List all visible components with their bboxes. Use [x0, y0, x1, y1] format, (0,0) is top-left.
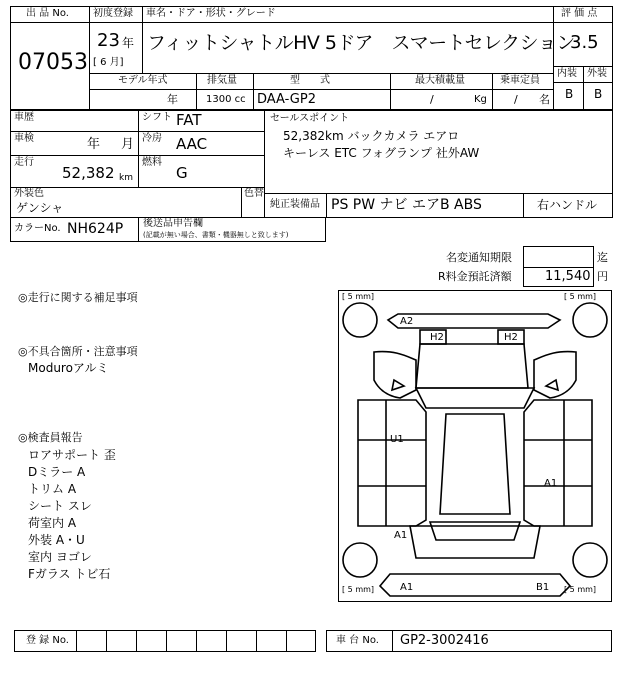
hood-icon — [416, 344, 528, 388]
damage-mark: U1 — [390, 434, 404, 445]
tire-fr-label: [ 5 mm] — [564, 292, 597, 301]
name-change-box — [523, 246, 594, 268]
load-label: 最大積載量 — [415, 75, 465, 86]
mileage-label: 走行 — [14, 157, 34, 168]
damage-mark: A2 — [400, 316, 414, 327]
capacity-slash: / — [514, 93, 518, 106]
mirror-right-icon — [546, 380, 558, 390]
driving-notes-label: ◎走行に関する補足事項 — [18, 291, 138, 304]
car-name: フィットシャトルHV 5ドア スマートセレクション — [147, 32, 575, 54]
inspection-year: 年 — [87, 137, 101, 152]
list-item: 室内 ヨゴレ — [28, 550, 92, 564]
mileage-value: 52,382 — [62, 164, 115, 182]
tire-rr-label: [ 5 mm] — [564, 585, 597, 594]
damage-mark: H2 — [504, 332, 518, 343]
tire-rl-label: [ 5 mm] — [342, 585, 375, 594]
first-reg-year-unit: 年 — [122, 36, 135, 50]
recycle-value: 11,540 — [545, 269, 591, 284]
displacement-label: 排気量 — [207, 75, 237, 86]
grade-label: 評 価 点 — [561, 8, 598, 19]
front-bumper-icon — [388, 314, 560, 328]
tire-rear-right-icon — [573, 543, 607, 577]
shift-label: シフト — [142, 112, 172, 123]
list-item: トリム A — [28, 482, 77, 496]
ac-label: 冷房 — [142, 133, 162, 144]
mirror-left-icon — [392, 380, 404, 390]
windshield-icon — [416, 388, 534, 408]
interior-label: 内装 — [557, 68, 577, 79]
exterior-grade: B — [594, 87, 603, 101]
lot-label: 出 品 No. — [26, 8, 69, 19]
shift-value: FAT — [176, 111, 202, 129]
color-no-label: カラーNo. — [14, 223, 61, 234]
front-fender-right-icon — [534, 352, 576, 398]
model-year-unit: 年 — [167, 93, 178, 106]
steering-value: 右ハンドル — [537, 198, 598, 212]
tire-rear-left-icon — [343, 543, 377, 577]
tire-fl-label: [ 5 mm] — [342, 292, 375, 301]
name-change-unit: 迄 — [597, 251, 608, 264]
displacement-value: 1300 cc — [206, 94, 246, 105]
fuel-value: G — [176, 164, 188, 182]
color-value: ゲンシャ — [16, 201, 64, 215]
capacity-unit: 名 — [539, 93, 550, 106]
name-change-label: 名変通知期限 — [446, 251, 512, 264]
damage-mark: A1 — [400, 582, 414, 593]
recycle-label: R料金預託済額 — [438, 270, 512, 283]
list-item: 外装 A・U — [28, 533, 85, 547]
capacity-label: 乗車定員 — [500, 75, 540, 86]
after-delivery-label: 後送品申告欄 — [143, 218, 203, 229]
body-right-icon — [524, 400, 592, 526]
ac-value: AAC — [176, 135, 208, 153]
body-left-icon — [358, 400, 426, 526]
recycle-unit: 円 — [597, 270, 608, 283]
model-year-label: モデル年式 — [118, 75, 168, 86]
roof-icon — [440, 414, 510, 514]
inspector-report-list — [28, 446, 228, 582]
first-reg-label: 初度登録 — [93, 8, 133, 19]
fuel-label: 燃料 — [142, 157, 162, 168]
list-item: Dミラー A — [28, 465, 86, 479]
damage-mark: A1 — [544, 478, 558, 489]
type-label: 型 式 — [290, 75, 330, 86]
type-value: DAA-GP2 — [257, 92, 316, 107]
load-slash: / — [430, 93, 434, 106]
damage-mark: H2 — [430, 332, 444, 343]
color-change-label: 色替 — [244, 188, 264, 199]
tailgate-icon — [410, 526, 540, 558]
equipment-label: 純正装備品 — [270, 199, 320, 210]
color-no-value: NH624P — [67, 221, 124, 237]
chassis-label: 車 台 No. — [336, 635, 379, 646]
load-unit: Kg — [474, 94, 487, 105]
damage-mark: B1 — [536, 582, 550, 593]
after-delivery-note: (記載が無い場合、書類・機器無しと致します) — [143, 231, 289, 239]
defect-notes-label: ◎不具合箇所・注意事項 — [18, 345, 138, 358]
car-name-label: 車名・ドア・形状・グレード — [146, 8, 276, 19]
inspection-month: 月 — [121, 137, 135, 152]
first-reg-month: [ 6 月] — [93, 57, 124, 68]
sales-point-line2: キーレス ETC フォグランプ 社外AW — [283, 146, 480, 160]
inspector-report-label: ◎検査員報告 — [18, 431, 83, 444]
mileage-unit: km — [119, 173, 133, 183]
sales-point-label: セールスポイント — [270, 113, 350, 124]
exterior-label: 外装 — [587, 68, 607, 79]
equipment-value: PS PW ナビ エアB ABS — [331, 197, 482, 213]
list-item: シート スレ — [28, 499, 92, 513]
list-item: ロアサポート 歪 — [28, 448, 116, 462]
rear-window-icon — [430, 522, 520, 540]
tire-front-right-icon — [573, 303, 607, 337]
grade-score: 3.5 — [570, 32, 599, 53]
sales-point-line1: 52,382km バックカメラ エアロ — [283, 129, 460, 143]
history-label: 車歴 — [14, 112, 34, 123]
front-fender-left-icon — [374, 352, 416, 398]
car-diagram — [338, 290, 612, 602]
interior-grade: B — [565, 87, 574, 101]
list-item: Fガラス トビ石 — [28, 567, 111, 581]
first-reg-year: 23 — [97, 30, 120, 51]
registration-label: 登 録 No. — [26, 635, 69, 646]
damage-mark: A1 — [394, 530, 408, 541]
inspection-label: 車検 — [14, 133, 34, 144]
defect-notes-text: Moduroアルミ — [28, 361, 109, 375]
list-item: 荷室内 A — [28, 516, 77, 530]
tire-front-left-icon — [343, 303, 377, 337]
color-label: 外装色 — [14, 188, 44, 199]
lot-number: 07053 — [18, 50, 88, 75]
chassis-value: GP2-3002416 — [400, 633, 489, 648]
